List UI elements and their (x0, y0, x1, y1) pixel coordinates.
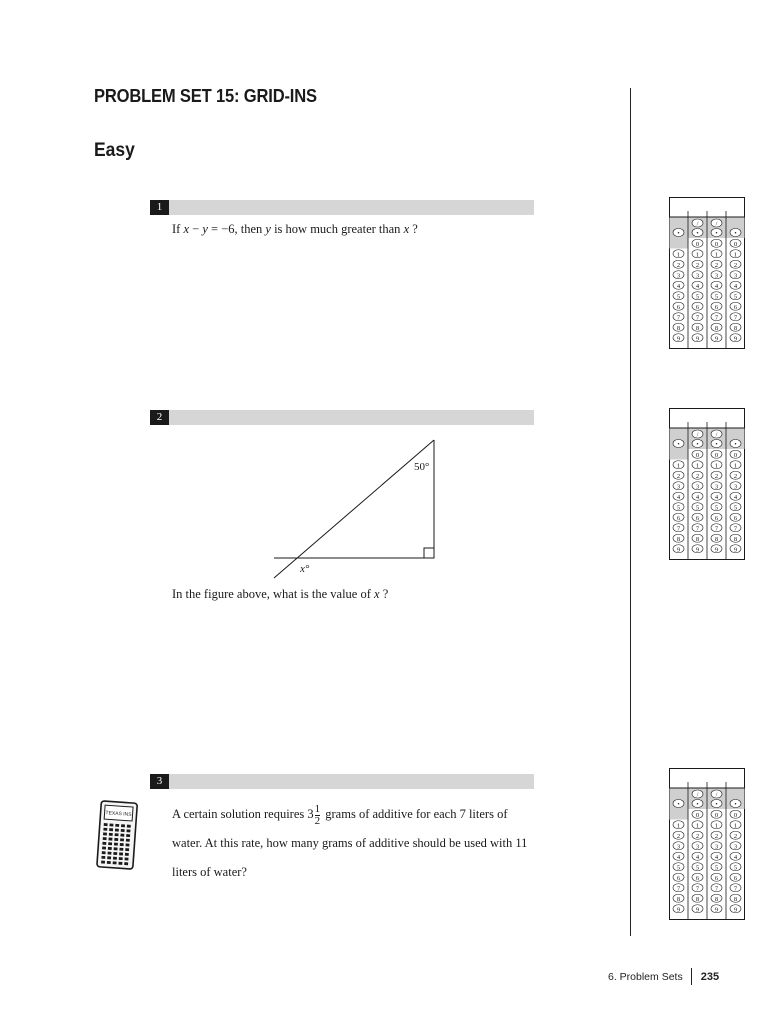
calculator-key (108, 842, 112, 845)
calculator-key (109, 833, 113, 836)
svg-text:4: 4 (676, 282, 681, 290)
svg-text:4: 4 (733, 853, 738, 861)
calculator-key (126, 829, 130, 832)
svg-text:7: 7 (733, 525, 738, 533)
svg-text:5: 5 (733, 864, 738, 872)
angle-label-top: 50° (414, 461, 430, 473)
svg-text:•: • (715, 441, 718, 449)
svg-text:1: 1 (695, 822, 700, 830)
svg-text:1: 1 (733, 251, 738, 259)
calculator-brand: TEXAS INS (105, 810, 132, 818)
svg-text:5: 5 (676, 864, 681, 872)
svg-text:1: 1 (733, 462, 738, 470)
svg-text:9: 9 (733, 335, 738, 343)
svg-text:9: 9 (714, 546, 719, 554)
question-text-3-start: A certain solution requires 3 (172, 807, 314, 821)
svg-text:5: 5 (714, 504, 719, 512)
svg-text:9: 9 (733, 546, 738, 554)
calculator-key (109, 823, 113, 826)
svg-text:7: 7 (676, 525, 681, 533)
svg-text:•: • (677, 230, 680, 238)
svg-text:0: 0 (714, 240, 719, 248)
svg-text:3: 3 (676, 843, 681, 851)
svg-text:1: 1 (695, 462, 700, 470)
difficulty-heading: Easy (94, 140, 135, 161)
svg-text:3: 3 (695, 843, 700, 851)
question-number-3: 3 (150, 774, 169, 789)
svg-text:2: 2 (695, 832, 700, 840)
svg-text:5: 5 (714, 864, 719, 872)
calculator-icon (94, 800, 140, 872)
svg-text:•: • (734, 230, 737, 238)
calculator-key (126, 834, 130, 837)
calculator-key (107, 856, 111, 859)
question-number-1: 1 (150, 200, 169, 215)
svg-text:7: 7 (714, 314, 719, 322)
calculator-key (120, 834, 124, 837)
svg-text:2: 2 (714, 261, 719, 269)
calculator-key (103, 832, 107, 835)
svg-text:9: 9 (714, 335, 719, 343)
svg-text:2: 2 (676, 261, 681, 269)
svg-text:2: 2 (714, 472, 719, 480)
svg-text:7: 7 (714, 885, 719, 893)
page-footer (608, 968, 719, 985)
svg-text:8: 8 (733, 324, 738, 332)
svg-text:7: 7 (714, 525, 719, 533)
svg-text:0: 0 (695, 451, 700, 459)
svg-text:6: 6 (695, 303, 700, 311)
svg-text:9: 9 (695, 546, 700, 554)
calculator-key (114, 838, 118, 841)
svg-text:/: / (715, 431, 718, 439)
svg-text:0: 0 (695, 240, 700, 248)
question-bar-1 (150, 200, 534, 215)
svg-text:3: 3 (714, 272, 719, 280)
svg-text:9: 9 (676, 906, 681, 914)
svg-text:3: 3 (695, 272, 700, 280)
svg-text:6: 6 (676, 874, 681, 882)
svg-text:0: 0 (733, 240, 738, 248)
calculator-key (113, 861, 117, 864)
calculator-key (113, 857, 117, 860)
svg-text:6: 6 (676, 514, 681, 522)
calculator-key (120, 843, 124, 846)
answer-grid-2[interactable] (669, 408, 745, 560)
question-bar-2 (150, 410, 534, 425)
svg-text:5: 5 (733, 504, 738, 512)
question-text-2: In the figure above, what is the value of x ? (172, 587, 389, 601)
svg-text:0: 0 (714, 811, 719, 819)
svg-text:1: 1 (676, 251, 681, 259)
svg-text:5: 5 (695, 293, 700, 301)
calculator-key (113, 852, 117, 855)
calculator-key (101, 856, 105, 859)
calculator-key (103, 828, 107, 831)
svg-text:8: 8 (695, 324, 700, 332)
question-number-2: 2 (150, 410, 169, 425)
svg-text:2: 2 (676, 832, 681, 840)
svg-text:3: 3 (733, 272, 738, 280)
fraction-denominator: 2 (314, 814, 321, 827)
triangle-figure (262, 432, 452, 582)
svg-text:•: • (715, 801, 718, 809)
svg-text:7: 7 (733, 314, 738, 322)
svg-text:5: 5 (695, 864, 700, 872)
svg-text:1: 1 (695, 251, 700, 259)
calculator-key (103, 837, 107, 840)
svg-text:7: 7 (695, 885, 700, 893)
svg-text:7: 7 (676, 885, 681, 893)
answer-grid-3[interactable] (669, 768, 745, 920)
svg-text:1: 1 (714, 251, 719, 259)
svg-text:6: 6 (733, 303, 738, 311)
svg-text:•: • (734, 801, 737, 809)
hypotenuse-line (274, 440, 434, 578)
svg-text:1: 1 (676, 462, 681, 470)
svg-text:1: 1 (676, 822, 681, 830)
calculator-key (124, 862, 128, 865)
svg-text:8: 8 (676, 895, 681, 903)
calculator-key (101, 861, 105, 864)
svg-text:•: • (696, 441, 699, 449)
svg-text:6: 6 (733, 514, 738, 522)
svg-text:5: 5 (695, 504, 700, 512)
svg-text:8: 8 (676, 535, 681, 543)
svg-text:3: 3 (676, 483, 681, 491)
svg-text:•: • (677, 801, 680, 809)
svg-text:5: 5 (676, 293, 681, 301)
svg-text:•: • (696, 801, 699, 809)
svg-text:1: 1 (733, 822, 738, 830)
fraction (315, 804, 321, 827)
calculator-key (125, 848, 129, 851)
svg-text:7: 7 (695, 525, 700, 533)
svg-text:4: 4 (714, 493, 719, 501)
question-text-1: If x − y = −6, then y is how much greater than x ? (172, 222, 418, 236)
svg-text:4: 4 (714, 853, 719, 861)
svg-text:7: 7 (695, 314, 700, 322)
svg-text:/: / (696, 431, 699, 439)
svg-text:8: 8 (714, 535, 719, 543)
svg-text:9: 9 (695, 906, 700, 914)
svg-text:8: 8 (695, 535, 700, 543)
calculator-key (119, 848, 123, 851)
svg-text:8: 8 (714, 895, 719, 903)
svg-text:/: / (696, 220, 699, 228)
svg-text:0: 0 (733, 811, 738, 819)
calculator-key (121, 824, 125, 827)
svg-text:7: 7 (733, 885, 738, 893)
svg-text:3: 3 (676, 272, 681, 280)
svg-text:2: 2 (733, 261, 738, 269)
calculator-key (118, 862, 122, 865)
calculator-key (126, 843, 130, 846)
svg-text:5: 5 (714, 293, 719, 301)
svg-text:6: 6 (714, 303, 719, 311)
calculator-key (109, 828, 113, 831)
calculator-key (120, 838, 124, 841)
svg-text:2: 2 (714, 832, 719, 840)
svg-text:3: 3 (695, 483, 700, 491)
svg-text:0: 0 (714, 451, 719, 459)
question-bar-3 (150, 774, 534, 789)
svg-text:4: 4 (695, 282, 700, 290)
calculator-key (115, 829, 119, 832)
svg-text:6: 6 (695, 874, 700, 882)
footer-divider (691, 968, 692, 985)
calculator-key (107, 852, 111, 855)
question-text-3-end: grams of additive for each 7 liters of water. At this rate, how many grams of additive should be used with 11 liters of water? (172, 807, 528, 879)
svg-text:•: • (677, 441, 680, 449)
svg-text:5: 5 (676, 504, 681, 512)
svg-text:9: 9 (676, 546, 681, 554)
svg-text:3: 3 (714, 483, 719, 491)
calculator-key (102, 842, 106, 845)
svg-text:6: 6 (676, 303, 681, 311)
svg-text:0: 0 (733, 451, 738, 459)
svg-text:1: 1 (714, 462, 719, 470)
calculator-key (104, 823, 108, 826)
page-number: 235 (700, 970, 720, 983)
svg-text:7: 7 (676, 314, 681, 322)
calculator-key (121, 829, 125, 832)
svg-text:8: 8 (733, 895, 738, 903)
calculator-key (107, 861, 111, 864)
svg-text:6: 6 (714, 874, 719, 882)
angle-label-bottom: x° (300, 563, 310, 575)
chapter-label: 6. Problem Sets (608, 970, 683, 983)
calculator-key (108, 838, 112, 841)
svg-text:2: 2 (733, 472, 738, 480)
svg-text:8: 8 (676, 324, 681, 332)
right-angle-mark (424, 548, 434, 558)
calculator-key (115, 833, 119, 836)
svg-text:9: 9 (695, 335, 700, 343)
calculator-key (108, 847, 112, 850)
calculator-key (125, 857, 129, 860)
svg-text:4: 4 (695, 493, 700, 501)
svg-text:4: 4 (714, 282, 719, 290)
svg-text:9: 9 (676, 335, 681, 343)
svg-text:4: 4 (676, 853, 681, 861)
page-title: PROBLEM SET 15: GRID-INS (94, 86, 317, 106)
svg-text:•: • (696, 230, 699, 238)
answer-grid-1[interactable] (669, 197, 745, 349)
calculator-key (115, 824, 119, 827)
calculator-key (102, 851, 106, 854)
svg-text:3: 3 (733, 843, 738, 851)
calculator-key (125, 853, 129, 856)
calculator-key (114, 843, 118, 846)
svg-text:3: 3 (714, 843, 719, 851)
svg-text:4: 4 (733, 282, 738, 290)
calculator-key (114, 847, 118, 850)
svg-text:4: 4 (676, 493, 681, 501)
svg-text:•: • (715, 230, 718, 238)
svg-text:8: 8 (714, 324, 719, 332)
svg-text:6: 6 (695, 514, 700, 522)
svg-text:9: 9 (733, 906, 738, 914)
svg-text:2: 2 (733, 832, 738, 840)
svg-text:2: 2 (695, 472, 700, 480)
svg-text:2: 2 (695, 261, 700, 269)
svg-text:6: 6 (733, 874, 738, 882)
svg-text:•: • (734, 441, 737, 449)
question-text-3 (172, 800, 532, 887)
fraction-numerator: 1 (314, 802, 321, 815)
svg-text:/: / (715, 791, 718, 799)
svg-text:9: 9 (714, 906, 719, 914)
svg-text:6: 6 (714, 514, 719, 522)
svg-text:4: 4 (733, 493, 738, 501)
column-divider (630, 88, 631, 936)
calculator-key (102, 846, 106, 849)
svg-text:1: 1 (714, 822, 719, 830)
calculator-key (119, 852, 123, 855)
svg-text:4: 4 (695, 853, 700, 861)
svg-text:/: / (696, 791, 699, 799)
svg-text:8: 8 (695, 895, 700, 903)
svg-text:8: 8 (733, 535, 738, 543)
svg-text:2: 2 (676, 472, 681, 480)
svg-text:/: / (715, 220, 718, 228)
calculator-key (126, 839, 130, 842)
svg-text:0: 0 (695, 811, 700, 819)
calculator-key (119, 857, 123, 860)
svg-text:5: 5 (733, 293, 738, 301)
calculator-key (127, 825, 131, 828)
svg-text:3: 3 (733, 483, 738, 491)
